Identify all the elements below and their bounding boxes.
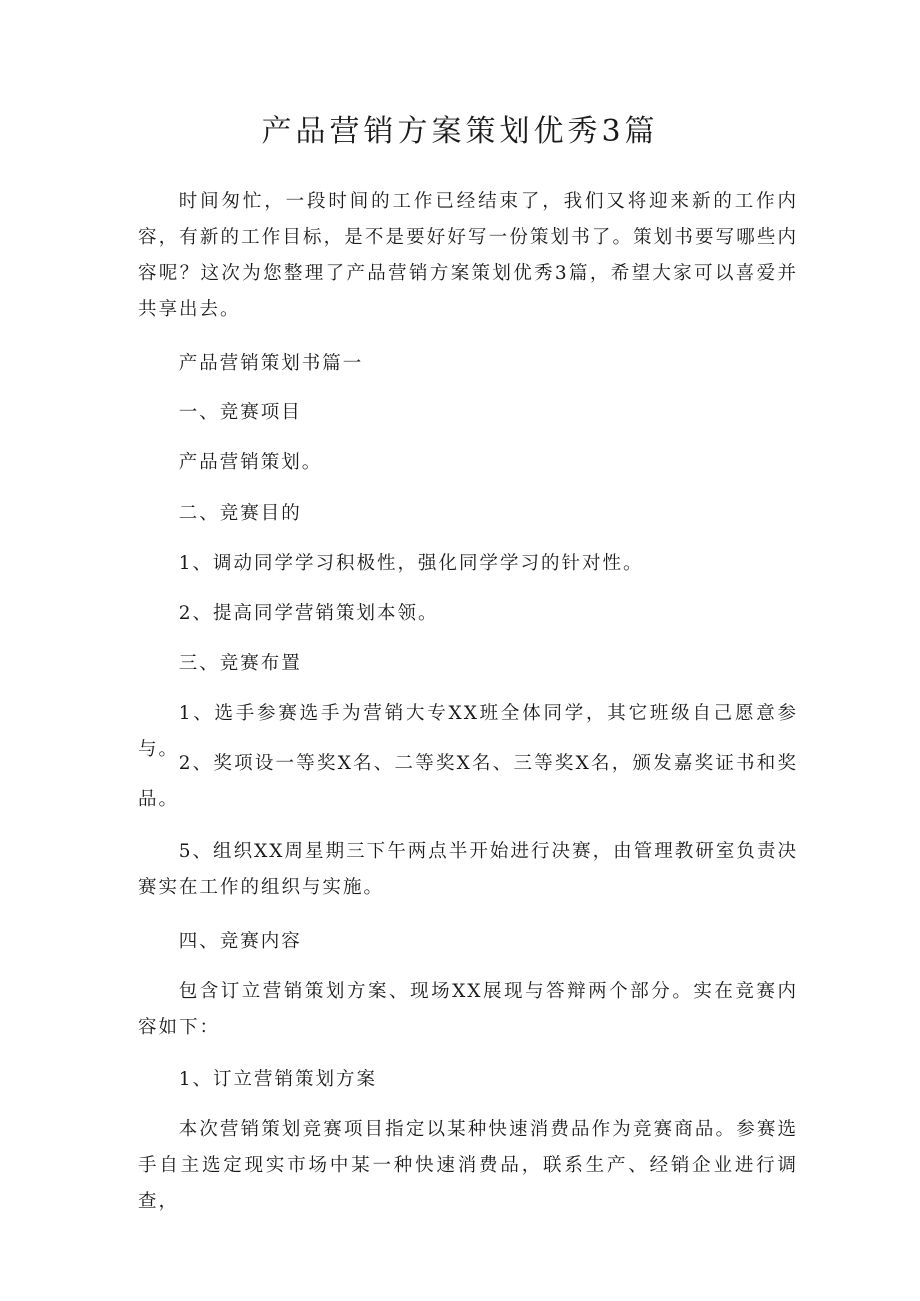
paragraph-plan-detail: 本次营销策划竞赛项目指定以某种快速消费品作为竞赛商品。参赛选手自主选定现实市场中某一种快速消费品，联系生产、经销企业进行调查，	[138, 1119, 798, 1212]
intro-paragraph: 时间匆忙，一段时间的工作已经结束了，我们又将迎来新的工作内容，有新的工作目标，是不是要好好写一份策划书了。策划书要写哪些内容呢？这次为您整理了产品营销方案策划优秀3篇，希望大家可以喜爱并共享出去。	[138, 191, 798, 320]
heading-competition-content: 四、竞赛内容	[178, 931, 302, 952]
heading-plan-drafting: 1、订立营销策划方案	[178, 1069, 377, 1090]
list-item-arrangement-1: 1、选手参赛选手为营销大专XX班全体同学，其它班级自己愿意参与。	[138, 703, 798, 760]
list-item-arrangement-5: 5、组织XX周星期三下午两点半开始进行决赛，由管理教研室负责决赛实在工作的组织与实施。	[138, 841, 798, 898]
document-title: 产品营销方案策划优秀3篇	[261, 114, 659, 149]
heading-competition-project: 一、竞赛项目	[178, 402, 302, 423]
heading-competition-arrangement: 三、竞赛布置	[178, 653, 302, 674]
list-item-arrangement-2: 2、奖项设一等奖X名、二等奖X名、三等奖X名，颁发嘉奖证书和奖品。	[138, 753, 798, 810]
paragraph-content-intro: 包含订立营销策划方案、现场XX展现与答辩两个部分。实在竞赛内容如下：	[138, 981, 798, 1038]
list-item-purpose-2: 2、提高同学营销策划本领。	[178, 603, 439, 624]
list-item-purpose-1: 1、调动同学学习积极性，强化同学学习的针对性。	[178, 553, 644, 574]
paragraph-project-content: 产品营销策划。	[178, 452, 323, 473]
heading-competition-purpose: 二、竞赛目的	[178, 503, 302, 524]
section-heading-part-one: 产品营销策划书篇一	[178, 353, 364, 374]
